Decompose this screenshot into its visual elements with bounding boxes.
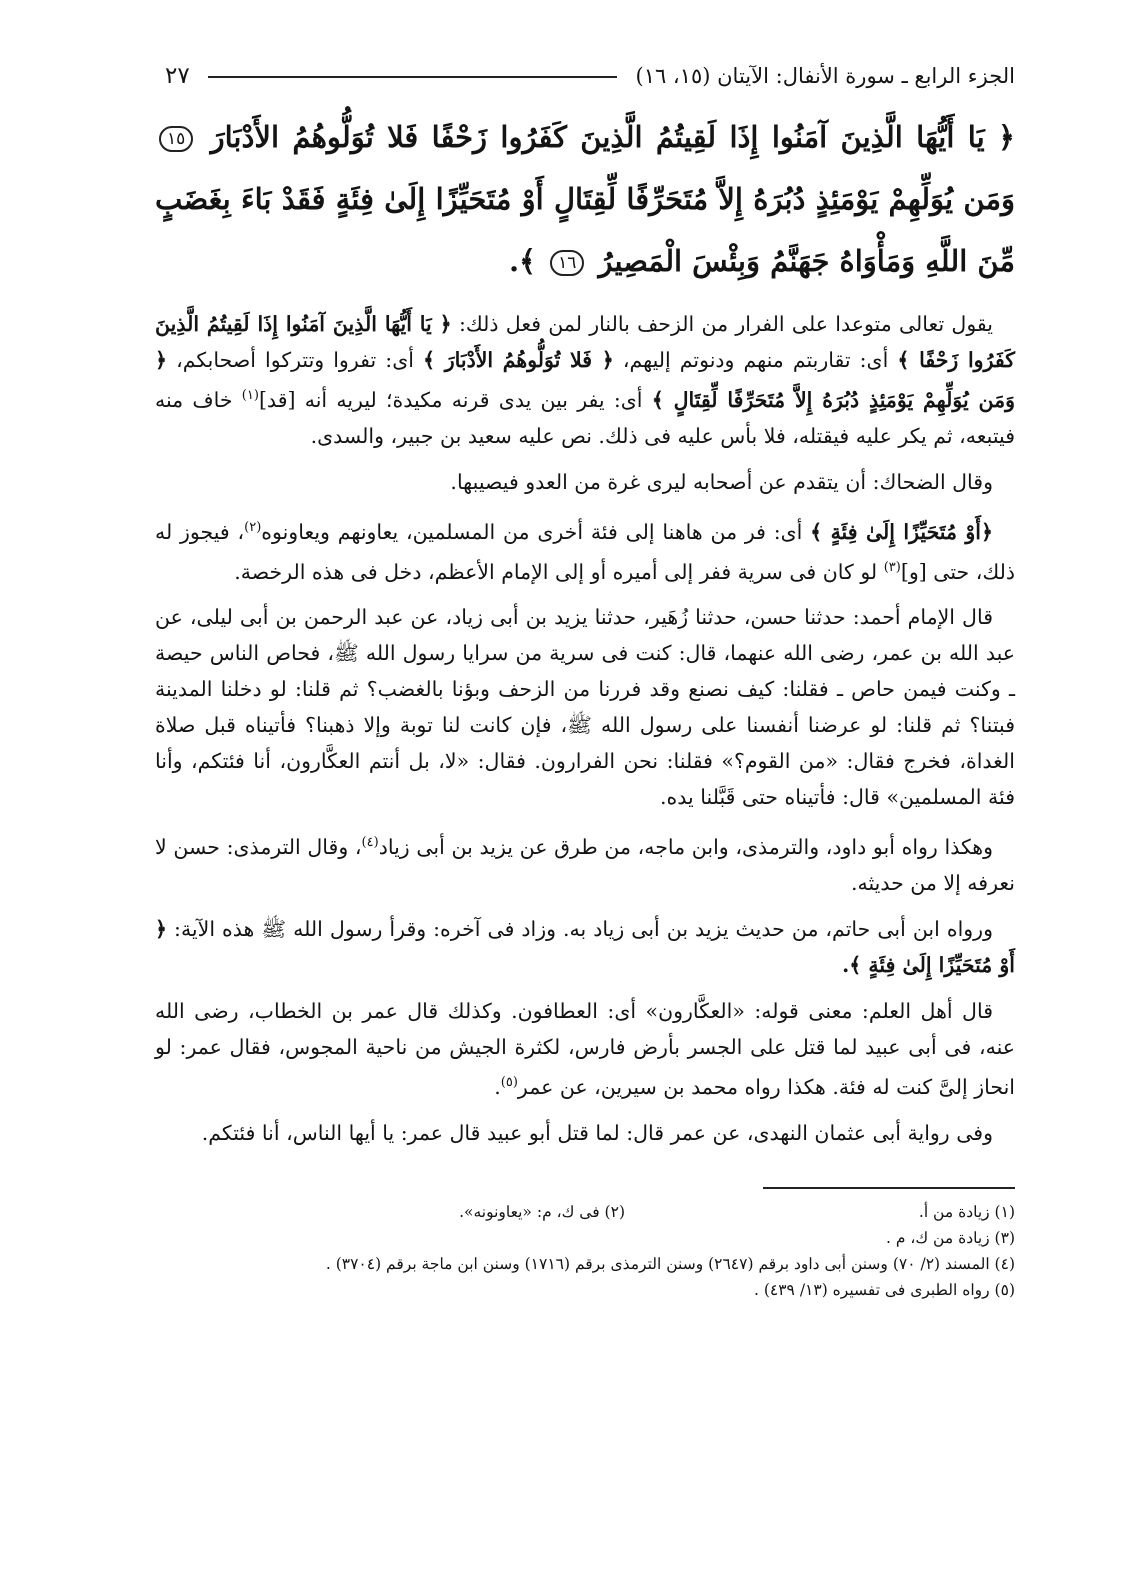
running-title: الجزء الرابع ـ سورة الأنفال: الآيتان (١٥، ١٦) (635, 64, 1015, 88)
quote-run: ﴿ يَا أَيُّهَا الَّذِينَ آمَنُوا إِذَا لَقِيتُمُ الَّذِينَ كَفَرُوا زَحْفًا ﴾ (155, 312, 1015, 372)
footnote-5: (٥) رواه الطبرى فى تفسيره (١٣/ ٤٣٩) . (754, 1281, 1015, 1300)
page-number: ٢٧ (165, 63, 190, 89)
footnote-ref: (٤) (361, 835, 379, 851)
footnote-2: (٢) فى ك، م: «يعاونونه». (459, 1203, 625, 1222)
text-run: ، وقال الترمذى: حسن لا نعرفه إلا من حديثه. (155, 835, 1015, 896)
text-run: أى: فر من هاهنا إلى فئة أخرى من المسلمين، يعاونهم ويعاونوه (261, 519, 803, 544)
footnote-1: (١) زيادة من أ. (918, 1203, 1015, 1222)
header-rule (208, 76, 618, 78)
text-run: ، فيجوز له ذلك، حتى [و] (155, 519, 1015, 584)
tafsir-paragraph-6 (155, 911, 1015, 983)
tafsir-paragraph-3 (155, 510, 1015, 590)
text-run: أى: يفر بين يدى قرنه مكيدة؛ ليريه أنه [قد] (258, 387, 643, 412)
footnote-ref: (٥) (500, 1075, 518, 1091)
quote-run: ﴿ وَمَن يُوَلِّهِمْ يَوْمَئِذٍ دُبُرَهُ إِلاَّ مُتَحَرِّفًا لِّقِتَالٍ ﴾ (155, 348, 1015, 412)
footnote-rule (763, 1187, 1015, 1189)
footnote-ref: (١) (241, 388, 259, 403)
tafsir-paragraph-7 (155, 993, 1015, 1105)
text-run: أى: تقاربتم منهم ودنوتم إليهم، (622, 348, 889, 372)
verse-close-bracket: ﴾. (508, 244, 537, 278)
ayah-number-16: ١٦ (550, 250, 584, 276)
text-run: . (494, 1075, 501, 1100)
verse-text-15: ﴿ يَا أَيُّهَا الَّذِينَ آمَنُوا إِذَا لَقِيتُمُ الَّذِينَ كَفَرُوا زَحْفًا فَلا تُوَلُّوهُمُ الأَدْبَارَ (210, 120, 1015, 154)
ayah-number-15: ١٥ (159, 126, 193, 152)
footnote-ref: (٢) (244, 519, 262, 535)
quote-run: ﴿أَوْ مُتَحَيِّزًا إِلَىٰ فِئَةٍ ﴾ (810, 519, 993, 544)
footnote-4: (٤) المسند (٢/ ٧٠) وسنن أبى داود برقم (٢٦٤٧) وسنن الترمذى برقم (١٧١٦) وسنن ابن ماجة برقم (٣٧٠٤) . (325, 1255, 1015, 1274)
text-run: وهكذا رواه أبو داود، والترمذى، وابن ماجه، من طرق عن يزيد بن أبى زياد (378, 835, 993, 860)
running-header (155, 58, 1015, 94)
quote-run: ﴿ فَلا تُوَلُّوهُمُ الأَدْبَارَ ﴾ (423, 348, 614, 372)
footnote-3: (٣) زيادة من ك، م . (885, 1229, 1015, 1248)
verse-text-16: وَمَن يُوَلِّهِمْ يَوْمَئِذٍ دُبُرَهُ إِلاَّ مُتَحَرِّفًا لِّقِتَالٍ أَوْ مُتَحَيِّزًا إِلَىٰ فِئَةٍ فَقَدْ بَاءَ بِغَضَبٍ مِّنَ اللَّهِ وَمَأْوَاهُ جَهَنَّمُ وَبِئْسَ الْمَصِيرُ (155, 182, 1015, 278)
footnote-row (155, 1199, 1015, 1225)
tafsir-paragraph-8: وفى رواية أبى عثمان النهدى، عن عمر قال: لما قتل أبو عبيد قال عمر: يا أيها الناس، أنا فئتكم. (201, 1121, 993, 1146)
text-run: أى: تفروا وتتركوا أصحابكم، (176, 348, 414, 372)
hadith-paragraph: قال الإمام أحمد: حدثنا حسن، حدثنا زُهَير، حدثنا يزيد بن أبى زياد، عن عبد الرحمن بن أبى ليلى، عن عبد الله بن عمر، رضى الله عنهما، قال: كنت فى سرية من سرايا رسول الله ﷺ، فحاص الناس حيصة ـ وكنت فيمن حاص ـ فقلنا: كيف نصنع وقد فررنا من الزحف وبؤنا بالغضب؟ ثم قلنا: لو دخلنا المدينة فبتنا؟ ثم قلنا: لو عرضنا أنفسنا على رسول الله ﷺ، فإن كانت لنا توبة وإلا ذهبنا؟ فأتيناه قبل صلاة الغداة، فخرج فقال: «من القوم؟» فقلنا: نحن الفرارون. فقال: «لا، بل أنتم العكَّارون، أنا فئتكم، وأنا فئة المسلمين» قال: فأتيناه حتى قَبَّلنا يده. (155, 605, 1015, 810)
text-run: خاف منه فيتبعه، ثم يكر عليه فيقتله، فلا بأس عليه فى ذلك. نص عليه سعيد بن جبير، والسدى. (155, 387, 1015, 448)
text-run: يقول تعالى متوعدا على الفرار من الزحف بالنار لمن فعل ذلك: (458, 312, 993, 336)
text-run: ورواه ابن أبى حاتم، من حديث يزيد بن أبى زياد به. وزاد فى آخره: وقرأ رسول الله ﷺ هذه الآية: (174, 917, 993, 942)
tafsir-paragraph-2: وقال الضحاك: أن يتقدم عن أصحابه ليرى غرة من العدو فيصيبها. (450, 469, 993, 494)
footnotes (155, 1199, 1015, 1303)
tafsir-paragraph-5 (155, 825, 1015, 901)
text-run: قال أهل العلم: معنى قوله: «العكَّارون» أى: العطافون. وكذلك قال عمر بن الخطاب، رضى الله عنه، فى أبى عبيد لما قتل على الجسر بأرض فارس، لكثرة الجيش من ناحية المجوس، فقال عمر: لو انحاز إلىَّ كنت له فئة. هكذا رواه محمد بن سيرين، عن عمر (155, 999, 1015, 1100)
tafsir-paragraph-1 (155, 306, 1015, 454)
footnote-ref: (٣) (883, 559, 901, 575)
quran-verse-block (155, 106, 1015, 292)
text-run: لو كان فى سرية ففر إلى أميره أو إلى الإمام الأعظم، دخل فى هذه الرخصة. (234, 559, 878, 584)
quote-run: ﴿ أَوْ مُتَحَيِّزًا إِلَىٰ فِئَةٍ ﴾. (155, 917, 1015, 978)
